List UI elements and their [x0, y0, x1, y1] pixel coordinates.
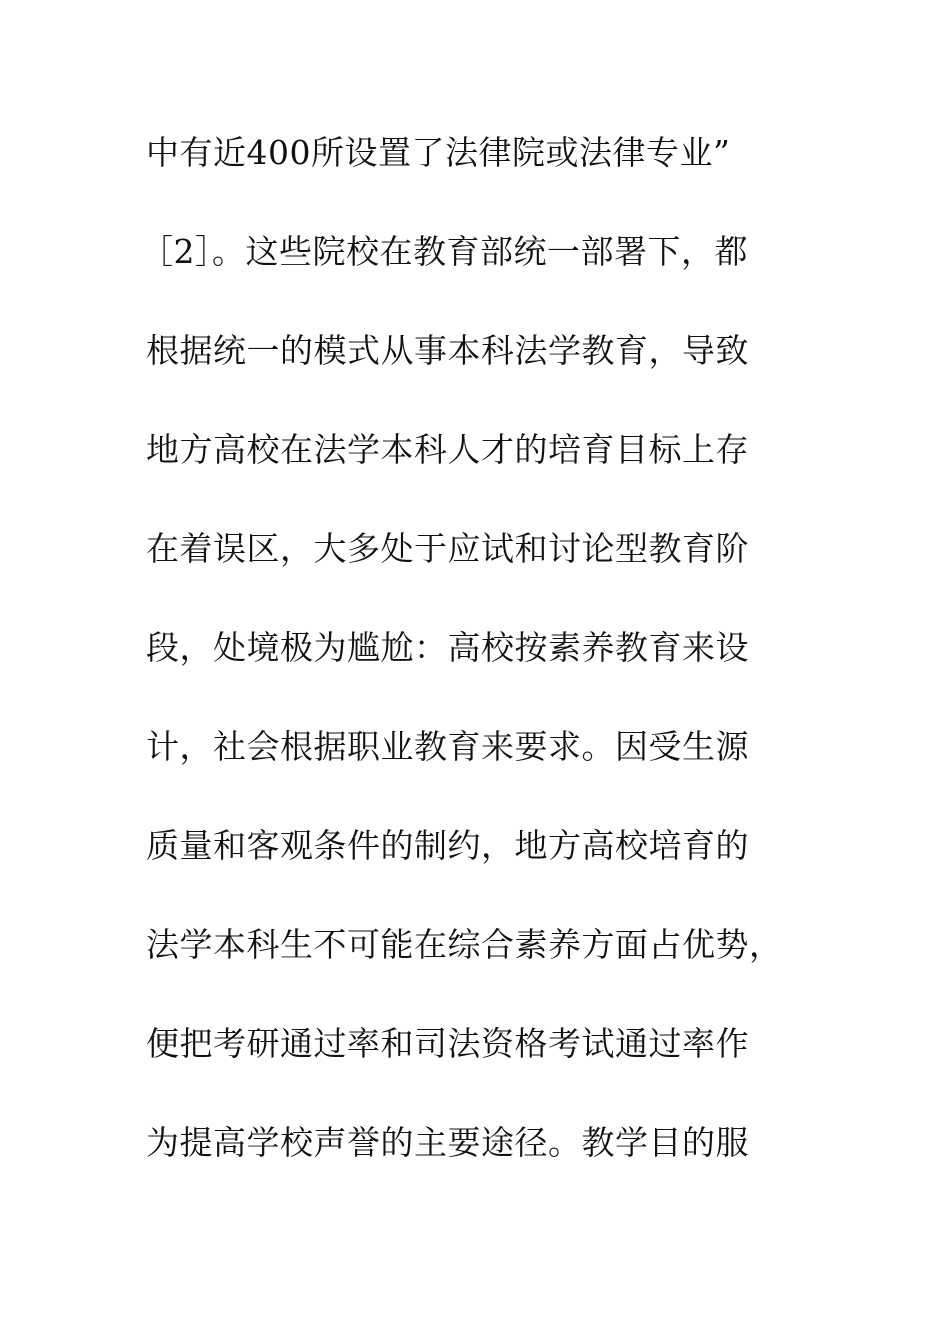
text-line-5: 在着误区，大多处于应试和讨论型教育阶 — [146, 529, 749, 568]
text-line-4: 地方高校在法学本科人才的培育目标上存 — [146, 430, 749, 469]
text-line-11: 为提高学校声誉的主要途径。教学目的服 — [146, 1123, 749, 1162]
text-line-10: 便把考研通过率和司法资格考试通过率作 — [146, 1024, 749, 1063]
text-line-9: 法学本科生不可能在综合素养方面占优势， — [146, 925, 783, 964]
body-text — [140, 125, 826, 1214]
text-line-8: 质量和客观条件的制约，地方高校培育的 — [146, 826, 749, 865]
text-line-7: 计，社会根据职业教育来要求。因受生源 — [146, 727, 749, 766]
text-line-1: 中有近400所设置了法律院或法律专业” — [146, 133, 731, 172]
text-line-6: 段，处境极为尴尬：高校按素养教育来设 — [146, 628, 749, 667]
text-line-2: ［2］。这些院校在教育部统一部署下，都 — [140, 232, 748, 271]
text-line-3: 根据统一的模式从事本科法学教育，导致 — [146, 331, 749, 370]
